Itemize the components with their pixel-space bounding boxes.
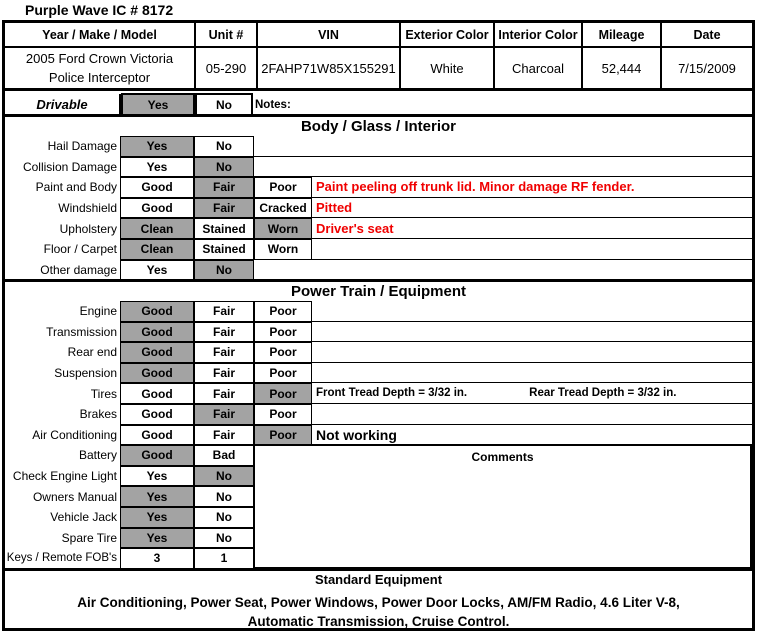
- table-row-tires: [5, 383, 752, 404]
- header-date: Date: [693, 27, 721, 42]
- vehicle-mileage: 52,444: [583, 48, 662, 88]
- row-note: [312, 301, 752, 322]
- row-label: Suspension: [54, 366, 117, 381]
- row-note: [254, 136, 752, 157]
- row-label: Tires: [90, 386, 117, 401]
- row-label: Owners Manual: [32, 489, 117, 504]
- option-cell[interactable]: No: [194, 157, 254, 178]
- row-note: [312, 383, 752, 404]
- row-note: Not working: [316, 426, 397, 443]
- header-unit-number: Unit #: [196, 23, 258, 46]
- row-label: Engine: [79, 304, 117, 319]
- option-cell[interactable]: Worn: [254, 218, 312, 239]
- table-row-air-conditioning: [5, 425, 752, 446]
- option-cell[interactable]: Fair: [194, 322, 254, 343]
- row-note: Paint peeling off trunk lid. Minor damage RF fender.: [312, 177, 752, 198]
- option-cell[interactable]: Yes: [120, 507, 194, 528]
- table-row-brakes: [5, 404, 752, 425]
- option-cell[interactable]: Fair: [194, 363, 254, 384]
- option-cell[interactable]: Fair: [194, 198, 254, 219]
- option-cell[interactable]: No: [194, 507, 254, 528]
- row-label: Vehicle Jack: [50, 510, 117, 525]
- option-cell[interactable]: Clean: [120, 218, 194, 239]
- header-interior-color: Interior Color: [495, 23, 583, 46]
- table-row-transmission: [5, 322, 752, 343]
- row-note: [312, 239, 752, 260]
- vehicle-model-line1: 2005 Ford Crown Victoria: [25, 50, 174, 66]
- row-label: Hail Damage: [47, 139, 117, 154]
- header-mileage: Mileage: [583, 23, 662, 46]
- row-label: Air Conditioning: [32, 427, 117, 442]
- option-cell[interactable]: Cracked: [254, 198, 312, 219]
- option-cell[interactable]: Poor: [254, 301, 312, 322]
- row-label: Rear end: [67, 345, 117, 360]
- section-divider: [5, 114, 752, 117]
- row-label: Keys / Remote FOB's: [6, 552, 117, 565]
- row-label: Battery: [78, 448, 117, 463]
- option-cell[interactable]: Good: [120, 177, 194, 198]
- option-cell[interactable]: Good: [120, 425, 194, 446]
- option-cell[interactable]: Poor: [254, 177, 312, 198]
- option-cell[interactable]: Fair: [194, 342, 254, 363]
- vehicle-model-line2: Police Interceptor: [48, 70, 151, 85]
- drivable-no-cell[interactable]: No: [195, 93, 253, 116]
- option-cell[interactable]: Good: [120, 383, 194, 404]
- body-section-title: Body / Glass / Interior: [300, 118, 457, 135]
- row-label: Spare Tire: [61, 530, 117, 545]
- table-row-hail-damage: [5, 136, 752, 157]
- table-row-engine: [5, 301, 752, 322]
- vehicle-vin: 2FAHP71W85X155291: [258, 48, 401, 88]
- tread-depth-rear: Rear Tread Depth = 3/32 in.: [529, 387, 677, 400]
- option-cell[interactable]: Bad: [194, 445, 254, 466]
- row-note: Pitted: [312, 198, 752, 219]
- option-cell[interactable]: Good: [120, 342, 194, 363]
- option-cell[interactable]: Poor: [254, 404, 312, 425]
- option-cell[interactable]: Poor: [254, 363, 312, 384]
- option-cell[interactable]: Good: [120, 404, 194, 425]
- option-cell[interactable]: Yes: [120, 466, 194, 487]
- comments-title: Comments: [471, 450, 534, 464]
- row-note: [312, 342, 752, 363]
- option-cell[interactable]: No: [194, 528, 254, 549]
- table-row-upholstery: [5, 218, 752, 239]
- standard-equipment-line2: Automatic Transmission, Cruise Control.: [247, 613, 510, 629]
- table-row-rear-end: [5, 342, 752, 363]
- option-cell[interactable]: Yes: [120, 528, 194, 549]
- option-cell[interactable]: Poor: [254, 425, 312, 446]
- option-cell[interactable]: Yes: [120, 136, 194, 157]
- vehicle-data-row: [5, 48, 752, 91]
- row-label: Floor / Carpet: [43, 242, 117, 257]
- table-row-suspension: [5, 363, 752, 384]
- comments-value[interactable]: [255, 464, 750, 472]
- drivable-notes-label: Notes:: [255, 98, 291, 111]
- page-title: Purple Wave IC # 8172: [25, 2, 174, 18]
- option-cell[interactable]: 3: [120, 548, 194, 569]
- tread-depth-front: Front Tread Depth = 3/32 in.: [316, 387, 468, 400]
- row-label: Paint and Body: [35, 180, 117, 195]
- option-cell[interactable]: Poor: [254, 383, 312, 404]
- standard-equipment-title: Standard Equipment: [314, 572, 443, 587]
- option-cell[interactable]: Fair: [194, 404, 254, 425]
- option-cell[interactable]: Poor: [254, 342, 312, 363]
- option-cell[interactable]: Clean: [120, 239, 194, 260]
- table-row-collision-damage: [5, 157, 752, 178]
- vehicle-header-row: [5, 23, 752, 48]
- vehicle-unit-number: 05-290: [196, 48, 258, 88]
- table-row-floor-carpet: [5, 239, 752, 260]
- comments-box: [253, 444, 752, 569]
- standard-equipment-text: [5, 594, 752, 631]
- row-note: [312, 322, 752, 343]
- drivable-row: [5, 94, 752, 115]
- section-divider: [5, 568, 752, 571]
- row-label: Transmission: [46, 324, 117, 339]
- option-cell[interactable]: No: [194, 260, 254, 281]
- vehicle-model: [5, 48, 196, 88]
- option-cell[interactable]: Fair: [194, 177, 254, 198]
- option-cell[interactable]: Poor: [254, 322, 312, 343]
- option-cell[interactable]: Stained: [194, 239, 254, 260]
- row-note: Driver's seat: [312, 218, 752, 239]
- row-label: Windshield: [58, 201, 117, 216]
- option-cell[interactable]: Good: [120, 322, 194, 343]
- vehicle-exterior-color: White: [401, 48, 495, 88]
- option-cell[interactable]: Good: [120, 198, 194, 219]
- table-row-paint-and-body: [5, 177, 752, 198]
- power-section-title: Power Train / Equipment: [290, 283, 467, 300]
- row-label: Upholstery: [59, 221, 117, 236]
- row-label: Collision Damage: [22, 159, 117, 174]
- option-cell[interactable]: Worn: [254, 239, 312, 260]
- row-note: [312, 404, 752, 425]
- row-note: [254, 260, 752, 281]
- option-cell[interactable]: Yes: [120, 157, 194, 178]
- header-exterior-color: Exterior Color: [401, 23, 495, 46]
- option-cell[interactable]: Stained: [194, 218, 254, 239]
- table-row-other-damage: [5, 260, 752, 281]
- row-label: Other damage: [40, 262, 117, 277]
- vehicle-interior-color: Charcoal: [495, 48, 583, 88]
- option-cell[interactable]: Yes: [120, 486, 194, 507]
- standard-equipment-line1: Air Conditioning, Power Seat, Power Windows, Power Door Locks, AM/FM Radio, 4.6 Liter V-8,: [77, 595, 680, 610]
- option-cell[interactable]: Fair: [194, 425, 254, 446]
- option-cell[interactable]: Good: [120, 363, 194, 384]
- header-year-make-model: Year / Make / Model: [5, 23, 196, 46]
- vehicle-date: 7/15/2009: [678, 60, 736, 76]
- row-label: Brakes: [79, 407, 117, 422]
- table-row-windshield: [5, 198, 752, 219]
- option-cell[interactable]: Fair: [194, 301, 254, 322]
- option-cell[interactable]: Good: [120, 301, 194, 322]
- option-cell[interactable]: No: [194, 486, 254, 507]
- option-cell[interactable]: No: [194, 136, 254, 157]
- option-cell[interactable]: Yes: [120, 260, 194, 281]
- option-cell[interactable]: Good: [120, 445, 194, 466]
- option-cell[interactable]: Fair: [194, 383, 254, 404]
- row-note: [312, 363, 752, 384]
- inspection-sheet: [2, 20, 755, 631]
- option-cell[interactable]: No: [194, 466, 254, 487]
- drivable-label: Drivable: [5, 94, 121, 115]
- option-cell[interactable]: 1: [194, 548, 254, 569]
- row-label: Check Engine Light: [12, 469, 117, 484]
- drivable-yes-cell[interactable]: Yes: [121, 93, 195, 116]
- row-note: [254, 157, 752, 178]
- header-vin: VIN: [258, 23, 401, 46]
- section-divider: [5, 279, 752, 282]
